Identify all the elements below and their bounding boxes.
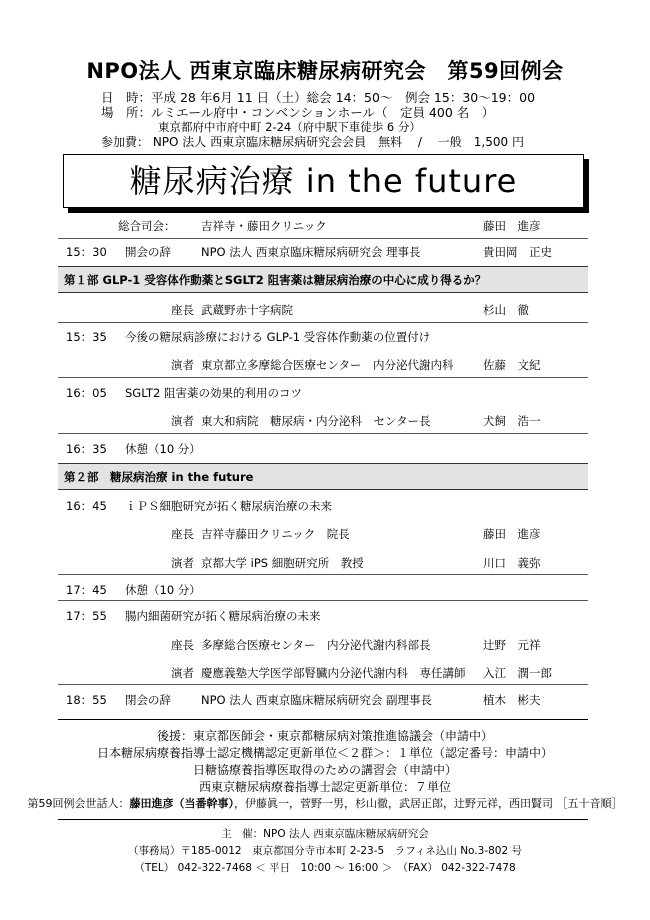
closing-affiliation: NPO 法人 西東京臨床糖尿病研究会 副理事長 <box>201 693 433 707</box>
break1-time: 16：35 <box>66 442 107 456</box>
divider <box>58 719 588 720</box>
talk2-role: 演者 <box>171 414 194 428</box>
talk1-speaker-row <box>58 352 588 377</box>
talk1-row <box>58 324 588 349</box>
talk3-name: 川口 義弥 <box>483 556 541 570</box>
opening-title: 開会の辞 <box>125 245 171 259</box>
talk1-role: 演者 <box>171 358 194 372</box>
break2-row <box>58 577 588 602</box>
fee-line: 参加費： NPO 法人 西東京臨床糖尿病研究会会員 無料 / 一般 1,500 円 <box>101 135 524 149</box>
talk3-affiliation: 京都大学 iPS 細胞研究所 教授 <box>201 556 364 570</box>
talk4-time: 17：55 <box>66 609 107 623</box>
break1-row <box>58 436 588 461</box>
divider <box>58 819 588 820</box>
talk4-role: 演者 <box>171 666 194 680</box>
theme-banner-text: 糖尿病治療 in the future <box>129 162 518 200</box>
talk3-title: ｉＰＳ細胞研究が拓く糖尿病治療の未来 <box>125 499 332 513</box>
credit-line-2: 日糖協療養指導医取得のための講習会（申請中） <box>192 763 457 777</box>
meeting-title: NPO法人 西東京臨床糖尿病研究会 第59回例会 <box>86 59 564 83</box>
opening-name: 貴田岡 正史 <box>483 245 552 259</box>
separator <box>58 322 588 323</box>
talk2-title: SGLT2 阻害薬の効果的利用のコツ <box>125 386 303 400</box>
opening-row <box>58 239 588 264</box>
separator <box>58 684 588 685</box>
closing-name: 植木 彬夫 <box>483 693 541 707</box>
separator <box>58 574 588 575</box>
talk4-name: 入江 潤一郎 <box>483 666 552 680</box>
closing-time: 18：55 <box>66 693 107 707</box>
talk3-speaker-row <box>58 550 588 575</box>
talk3-time: 16：45 <box>66 499 107 513</box>
separator <box>58 377 588 378</box>
closing-row <box>58 687 588 712</box>
address-line: 東京都府中市府中町 2-24（府中駅下車徒歩 6 分） <box>158 120 421 134</box>
part2-heading <box>58 463 588 490</box>
opening-time: 15：30 <box>66 245 107 259</box>
talk1-title: 今後の糖尿病診療における GLP-1 受容体作動薬の位置付け <box>125 330 431 344</box>
general-chair-affiliation: 吉祥寺・藤田クリニック <box>201 219 327 233</box>
part1-heading <box>58 266 588 293</box>
talk1-time: 15：35 <box>66 330 107 344</box>
talk3-chair-role: 座長 <box>171 527 194 541</box>
talk4-affiliation: 慶應義塾大学医学部腎臓内分泌代謝内科 専任講師 <box>201 666 466 680</box>
talk4-row <box>58 603 588 628</box>
separator <box>58 600 588 601</box>
break2-title: 休憩（10 分） <box>125 583 201 597</box>
talk4-chair-affiliation: 多摩総合医療センター 内分泌代謝内科部長 <box>201 638 431 652</box>
break2-time: 17：45 <box>66 583 107 597</box>
general-chair-name: 藤田 進彦 <box>483 219 541 233</box>
talk4-chair-name: 辻野 元祥 <box>483 638 541 652</box>
talk3-row <box>58 493 588 518</box>
part1-heading-text: 第１部 GLP-1 受容体作動薬とSGLT2 阻害薬は糖尿病治療の中心に成り得るか？ <box>64 273 487 287</box>
closing-title: 閉会の辞 <box>125 693 171 707</box>
talk4-chair-row <box>58 632 588 657</box>
part2-heading-text: 第２部 糖尿病治療 in the future <box>64 470 254 484</box>
part1-chair-name: 杉山 徹 <box>483 303 529 317</box>
date-line: 日 時：平成 28 年6月 11 日（土）総会 14：50～ 例会 15：30～19：00 <box>101 90 536 105</box>
general-chair-row <box>58 213 588 238</box>
talk1-name: 佐藤 文紀 <box>483 358 541 372</box>
part1-chair-affiliation: 武蔵野赤十字病院 <box>201 303 293 317</box>
talk3-chair-row <box>58 521 588 546</box>
organizers-rest: ，伊藤眞一，菅野一男，杉山徹，武居正郎，辻野元祥，西田賢司 ［五十音順］ <box>234 797 623 810</box>
talk2-row <box>58 380 588 405</box>
break1-title: 休憩（10 分） <box>125 442 201 456</box>
talk2-affiliation: 東大和病院 糖尿病・内分泌科 センター長 <box>201 414 431 428</box>
talk3-chair-affiliation: 吉祥寺藤田クリニック 院長 <box>201 527 350 541</box>
talk4-chair-role: 座長 <box>171 638 194 652</box>
support-line: 後援：東京都医師会・東京都糖尿病対策推進協議会（申請中） <box>156 729 493 743</box>
talk2-time: 16：05 <box>66 386 107 400</box>
organizers-label: 第59回例会世話人： <box>27 797 130 810</box>
part1-chair-row <box>58 297 588 322</box>
talk4-title: 腸内細菌研究が拓く糖尿病治療の未来 <box>125 609 321 623</box>
separator <box>58 433 588 434</box>
opening-affiliation: NPO 法人 西東京臨床糖尿病研究会 理事長 <box>201 245 421 259</box>
theme-banner <box>63 154 584 208</box>
credit-line-3: 西東京糖尿病療養指導士認定更新単位：７単位 <box>198 780 451 794</box>
part1-chair-role: 座長 <box>171 303 194 317</box>
office-line: （事務局）〒185-0012 東京都国分寺市本町 2-23-5 ラフィネ込山 No.3-802 号 <box>128 845 522 857</box>
general-chair-role: 総合司会： <box>118 219 176 233</box>
talk3-role: 演者 <box>171 556 194 570</box>
talk2-speaker-row <box>58 408 588 433</box>
talk3-chair-name: 藤田 進彦 <box>483 527 541 541</box>
talk4-speaker-row <box>58 660 588 685</box>
credit-line-1: 日本糖尿病療養指導士認定機構認定更新単位＜２群＞：１単位（認定番号：申請中） <box>96 746 553 760</box>
venue-line: 場 所：ルミエール府中・コンベンションホール（ 定員 400 名 ） <box>101 105 495 120</box>
organizers-line <box>0 795 650 811</box>
host-line: 主 催：NPO 法人 西東京臨床糖尿病研究会 <box>221 828 429 840</box>
talk2-name: 犬飼 浩一 <box>483 414 541 428</box>
talk1-affiliation: 東京都立多摩総合医療センター 内分泌代謝内科 <box>201 358 454 372</box>
organizers-lead: 藤田進彦（当番幹事） <box>129 797 234 810</box>
contact-line: （TEL） 042-322-7468 ＜ 平日 10:00 ～ 16:00 ＞ （FAX） 042-322-7478 <box>134 862 516 874</box>
